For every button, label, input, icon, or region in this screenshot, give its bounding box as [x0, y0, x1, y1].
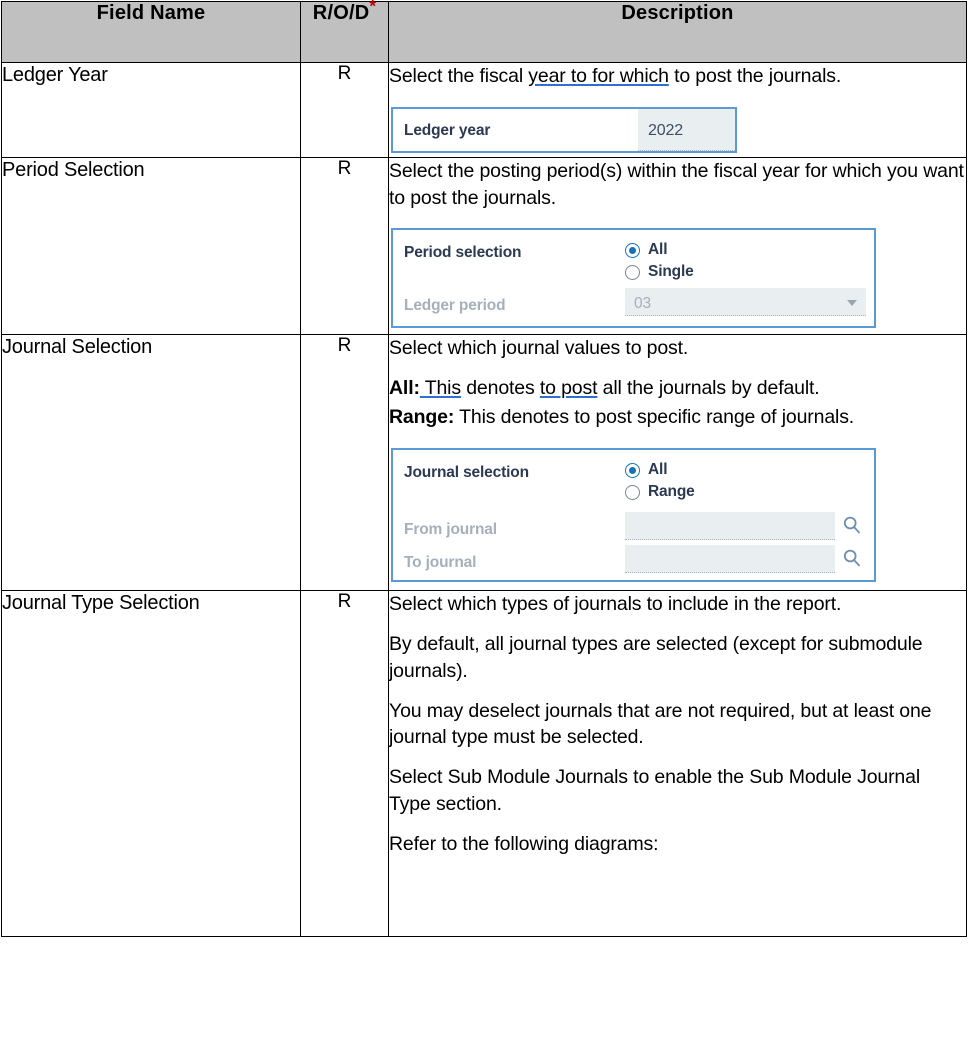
period-selection-radio-group[interactable] [625, 240, 694, 284]
description-paragraph: Select Sub Module Journals to enable the Sub Module Journal Type section. [389, 766, 920, 815]
rod-ledger-year: R [301, 63, 389, 158]
table-row-journal-type-selection [2, 590, 967, 936]
from-journal-input[interactable] [625, 512, 835, 540]
rod-journal-selection: R [301, 334, 389, 590]
definition-term-range: Range: [389, 405, 455, 428]
radio-label-single: Single [648, 263, 694, 281]
required-asterisk: * [369, 0, 377, 16]
from-journal-label: From journal [404, 520, 497, 538]
header-description: Description [389, 2, 967, 63]
description-paragraph: You may deselect journals that are not required, but at least one journal type must be selected. [389, 699, 932, 749]
radio-icon-unselected[interactable] [625, 485, 640, 500]
ledger-year-widget [391, 107, 737, 153]
grammar-flagged-text: to post [539, 377, 598, 400]
field-description-table [1, 1, 967, 937]
desc-text-part: This denotes to post specific range of journals. [454, 405, 855, 428]
desc-text-part: to post the journals. [668, 65, 842, 87]
description-ledger-year [389, 63, 967, 158]
ledger-period-value: 03 [634, 294, 651, 312]
description-paragraph: By default, all journal types are selected (except for submodule journals). [389, 633, 923, 682]
grammar-flagged-text: This [419, 377, 461, 400]
radio-option-all[interactable] [625, 240, 694, 262]
table-row-period-selection [2, 158, 967, 335]
radio-icon-selected[interactable] [625, 243, 640, 258]
description-journal-type-selection [389, 590, 967, 936]
field-name-journal-type-selection: Journal Type Selection [2, 590, 301, 936]
to-journal-label: To journal [404, 553, 477, 571]
radio-option-all[interactable] [625, 460, 695, 482]
journal-selection-label: Journal selection [404, 463, 529, 481]
description-text: Select which journal values to post. [389, 336, 689, 359]
search-icon[interactable] [841, 547, 863, 569]
header-rod [301, 2, 389, 63]
ledger-period-dropdown[interactable] [625, 288, 866, 316]
table-header-row [2, 2, 967, 63]
field-name-period-selection: Period Selection [2, 158, 301, 335]
journal-selection-radio-group[interactable] [625, 460, 695, 504]
radio-icon-selected[interactable] [625, 463, 640, 478]
ledger-period-label: Ledger period [404, 296, 506, 314]
desc-text-part: Select the fiscal [389, 65, 529, 87]
ledger-year-input[interactable] [638, 109, 735, 151]
description-paragraph: Select which types of journals to include in the report. [389, 592, 842, 615]
table-row-journal-selection [2, 334, 967, 590]
radio-option-single[interactable] [625, 262, 694, 284]
radio-label-all: All [648, 461, 668, 479]
ledger-year-value: 2022 [648, 122, 683, 140]
journal-selection-widget [391, 448, 876, 582]
radio-label-all: All [648, 241, 668, 259]
description-text [389, 63, 966, 89]
definition-range [389, 404, 966, 430]
header-rod-label: R/O/D [312, 2, 370, 24]
chevron-down-icon [847, 300, 857, 306]
description-text: Select the posting period(s) within the fiscal year for which you want to post the journals. [389, 160, 964, 209]
description-definitions [389, 375, 966, 430]
period-selection-label: Period selection [404, 243, 522, 261]
header-field-name: Field Name [2, 2, 301, 63]
period-selection-widget [391, 228, 876, 328]
grammar-flagged-text: year to for which [528, 65, 669, 87]
desc-text-part: denotes [460, 377, 540, 400]
rod-period-selection: R [301, 158, 389, 335]
search-icon[interactable] [841, 514, 863, 536]
description-paragraph: Refer to the following diagrams: [389, 833, 659, 856]
table-row-ledger-year [2, 63, 967, 158]
field-name-journal-selection: Journal Selection [2, 334, 301, 590]
radio-label-range: Range [648, 483, 695, 501]
to-journal-input[interactable] [625, 545, 835, 573]
desc-text-part: all the journals by default. [597, 377, 820, 400]
definition-term-all: All: [389, 377, 420, 400]
radio-option-range[interactable] [625, 482, 695, 504]
rod-journal-type-selection: R [301, 590, 389, 936]
field-name-ledger-year: Ledger Year [2, 63, 301, 158]
description-journal-selection [389, 334, 967, 590]
definition-all [389, 375, 966, 401]
description-period-selection [389, 158, 967, 335]
ledger-year-label: Ledger year [404, 122, 491, 140]
radio-icon-unselected[interactable] [625, 265, 640, 280]
